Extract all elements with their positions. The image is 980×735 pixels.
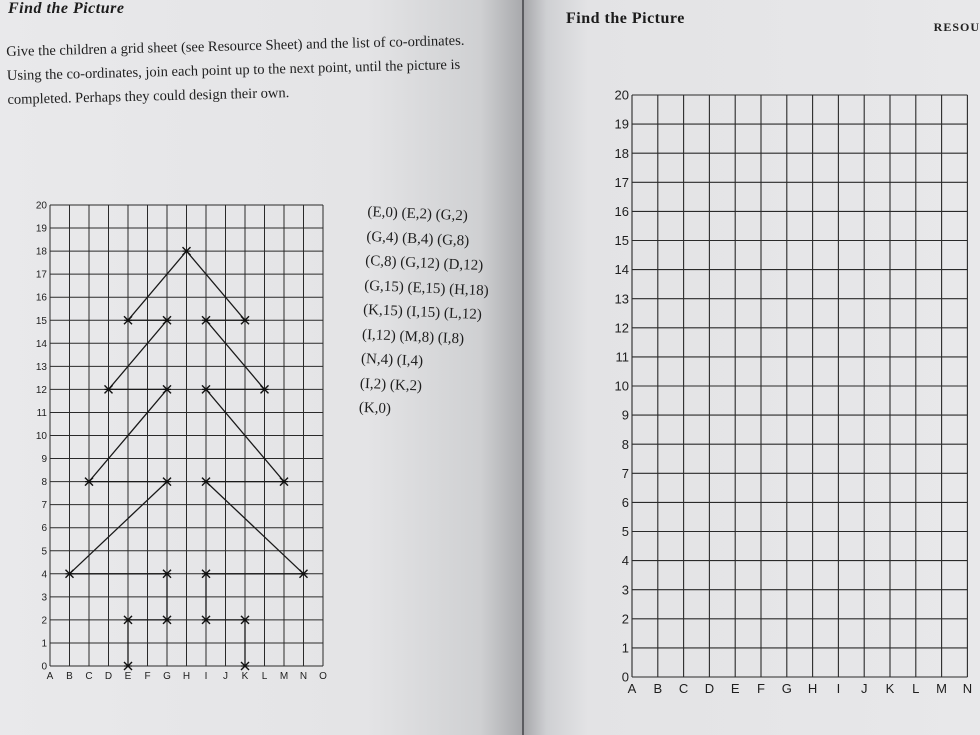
x-axis-label: F	[144, 671, 151, 682]
coordinate-line: (G,4) (B,4) (G,8)	[366, 228, 470, 249]
y-axis-label: 8	[621, 436, 629, 452]
y-axis-label: 20	[35, 200, 47, 212]
y-axis-label: 3	[41, 592, 47, 604]
coordinate-line: (N,4) (I,4)	[360, 350, 424, 370]
y-axis-label: 11	[615, 349, 629, 365]
right-page	[524, 0, 980, 735]
y-axis-label: 13	[614, 291, 629, 307]
x-axis-label: E	[124, 671, 132, 682]
y-axis-label: 17	[35, 269, 47, 281]
y-axis-label: 19	[614, 116, 629, 132]
x-axis-label: I	[204, 671, 208, 682]
coordinate-line: (I,12) (M,8) (I,8)	[361, 326, 465, 347]
instructions-text: Give the children a grid sheet (see Resource Sheet) and the list of co-ordinates. Using the co-ordinates, join each point up to the next point, until the picture is completed. Perhaps they could design their own.	[6, 32, 465, 108]
x-axis-label: I	[836, 681, 841, 696]
y-axis-label: 10	[35, 431, 47, 442]
x-axis-label: C	[678, 681, 689, 696]
x-axis-label: G	[781, 681, 792, 696]
completed-grid	[0, 195, 330, 715]
x-axis-label: K	[885, 681, 895, 696]
x-axis-label: A	[627, 681, 637, 696]
x-axis-label: K	[241, 671, 249, 682]
y-axis-label: 6	[41, 523, 47, 535]
x-axis-label: L	[261, 671, 268, 682]
y-axis-label: 14	[35, 338, 47, 350]
y-axis-label: 15	[614, 233, 629, 249]
y-axis-label: 8	[41, 477, 47, 489]
y-axis-label: 20	[614, 87, 629, 103]
x-axis-label: N	[299, 671, 308, 682]
y-axis-label: 16	[614, 203, 629, 219]
x-axis-label: A	[46, 671, 54, 682]
coordinate-line: (K,0)	[358, 399, 392, 418]
y-axis-label: 5	[41, 546, 47, 558]
coordinate-list	[358, 200, 517, 427]
y-axis-label: 15	[35, 315, 47, 327]
resource-header: RESOU	[933, 20, 980, 34]
y-axis-label: 18	[35, 246, 47, 258]
y-axis-label: 4	[621, 553, 629, 569]
y-axis-label: 4	[41, 569, 47, 581]
grid-lines	[632, 95, 967, 677]
y-axis-label: 16	[35, 292, 47, 304]
x-axis-label: J	[860, 681, 868, 696]
x-axis-label: B	[653, 681, 663, 696]
x-axis-label: C	[85, 671, 93, 682]
y-axis-label: 7	[621, 465, 629, 481]
y-axis-label: 11	[36, 407, 47, 419]
x-axis-label: B	[66, 671, 73, 682]
y-axis-label: 1	[41, 638, 47, 650]
y-axis-label: 14	[614, 262, 629, 278]
x-axis-label: J	[223, 671, 228, 682]
x-axis-label: D	[704, 681, 715, 696]
coordinate-line: (G,15) (E,15) (H,18)	[363, 277, 490, 299]
x-axis-label: H	[182, 671, 191, 682]
y-axis-label: 0	[621, 669, 629, 685]
x-axis-label: M	[936, 681, 948, 696]
y-axis-label: 9	[41, 454, 47, 466]
y-axis-label: 3	[621, 582, 629, 598]
x-axis-label: G	[163, 671, 171, 682]
coordinate-line: (C,8) (G,12) (D,12)	[364, 252, 484, 275]
grid-lines	[50, 205, 323, 666]
y-axis-label: 13	[35, 361, 47, 373]
x-axis-label: D	[104, 671, 113, 682]
y-axis-label: 5	[621, 524, 629, 540]
coordinate-line: (K,15) (I,15) (L,12)	[362, 301, 483, 324]
y-axis-label: 6	[621, 494, 629, 510]
y-axis-label: 18	[614, 145, 629, 161]
y-axis-label: 7	[41, 500, 47, 512]
y-axis-label: 17	[614, 174, 629, 190]
y-axis-label: 1	[621, 640, 629, 656]
page-title: Find the Picture	[8, 0, 125, 17]
y-axis-label: 12	[35, 384, 47, 396]
page-title: Find the Picture	[566, 10, 685, 27]
x-axis-label: L	[912, 681, 920, 696]
y-axis-label: 2	[621, 611, 629, 627]
x-axis-label: M	[279, 671, 289, 682]
y-axis-label: 0	[41, 661, 47, 673]
y-axis-label: 19	[35, 223, 47, 235]
y-axis-label: 10	[614, 378, 629, 394]
x-axis-label: N	[962, 681, 973, 696]
y-axis-label: 2	[41, 615, 47, 627]
x-axis-label: H	[807, 681, 818, 696]
coordinate-line: (E,0) (E,2) (G,2)	[367, 203, 469, 225]
y-axis-label: 9	[621, 407, 629, 423]
x-axis-label: O	[319, 671, 327, 682]
coordinate-line: (I,2) (K,2)	[359, 375, 423, 395]
y-axis-label: 12	[614, 320, 629, 336]
x-axis-label: F	[757, 681, 765, 696]
blank-grid	[524, 82, 980, 722]
x-axis-label: E	[730, 681, 740, 696]
